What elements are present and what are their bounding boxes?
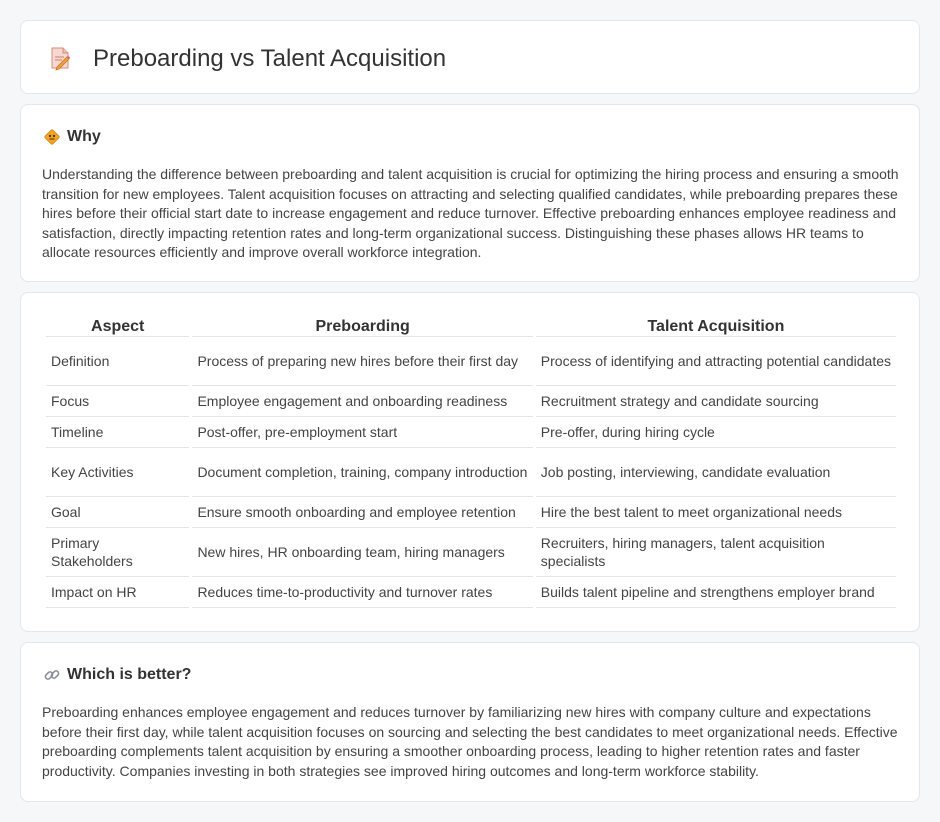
better-heading-row (43, 665, 191, 685)
which-is-better-section (20, 642, 920, 802)
title-card (20, 20, 920, 94)
why-heading: Why (67, 128, 101, 145)
table-header-row (46, 315, 896, 337)
talent-acquisition-cell: Builds talent pipeline and strengthens employer brand (536, 577, 896, 608)
aspect-cell: Definition (46, 337, 189, 386)
preboarding-cell: Document completion, training, company introduction (192, 448, 532, 497)
better-text: Preboarding enhances employee engagement and reduces turnover by familiarizing new hires with company culture and expectations before their first day, while talent acquisition focuses on sourcing and selecting the best candidates to meet organizational needs. Effective preboarding complements talent acquisition by ensuring a smoother onboarding process, leading to higher retention rates and faster productivity. Companies investing in both strategies see improved hiring outcomes and long-term workforce stability. (42, 704, 898, 779)
document-pencil-icon (47, 45, 73, 71)
comparison-card (20, 292, 920, 632)
table-row (46, 497, 896, 528)
preboarding-cell: New hires, HR onboarding team, hiring managers (192, 528, 532, 577)
preboarding-cell: Reduces time-to-productivity and turnover rates (192, 577, 532, 608)
preboarding-cell: Process of preparing new hires before their first day (192, 337, 532, 386)
column-header-preboarding: Preboarding (192, 315, 532, 337)
talent-acquisition-cell: Recruiters, hiring managers, talent acquisition specialists (536, 528, 896, 577)
aspect-cell: Timeline (46, 417, 189, 448)
why-heading-row (43, 127, 101, 147)
better-heading: Which is better? (67, 666, 192, 683)
comparison-table (43, 315, 899, 608)
column-header-talent-acquisition: Talent Acquisition (536, 315, 896, 337)
link-icon (43, 666, 61, 684)
aspect-cell: Goal (46, 497, 189, 528)
why-section (20, 104, 920, 282)
column-header-aspect: Aspect (46, 315, 189, 337)
table-row (46, 417, 896, 448)
talent-acquisition-cell: Process of identifying and attracting potential candidates (536, 337, 896, 386)
table-row (46, 528, 896, 577)
aspect-cell: Focus (46, 386, 189, 417)
table-row (46, 577, 896, 608)
aspect-cell: Key Activities (46, 448, 189, 497)
page-title: Preboarding vs Talent Acquisition (93, 45, 447, 72)
table-row (46, 386, 896, 417)
preboarding-cell: Ensure smooth onboarding and employee retention (192, 497, 532, 528)
preboarding-cell: Employee engagement and onboarding readiness (192, 386, 532, 417)
aspect-cell: Impact on HR (46, 577, 189, 608)
talent-acquisition-cell: Hire the best talent to meet organizational needs (536, 497, 896, 528)
diamond-sign-icon (43, 128, 61, 146)
aspect-cell: Primary Stakeholders (46, 528, 189, 577)
preboarding-cell: Post-offer, pre-employment start (192, 417, 532, 448)
talent-acquisition-cell: Recruitment strategy and candidate sourcing (536, 386, 896, 417)
table-row (46, 448, 896, 497)
why-text: Understanding the difference between preboarding and talent acquisition is crucial for optimizing the hiring process and ensuring a smooth transition for new employees. Talent acquisition focuses on attracting and selecting qualified candidates, while preboarding prepares these hires before their official start date to increase engagement and reduce turnover. Effective preboarding enhances employee readiness and satisfaction, directly impacting retention rates and long-term organizational success. Distinguishing these phases allows HR teams to allocate resources efficiently and improve overall workforce integration. (42, 166, 899, 260)
table-row (46, 337, 896, 386)
talent-acquisition-cell: Pre-offer, during hiring cycle (536, 417, 896, 448)
talent-acquisition-cell: Job posting, interviewing, candidate evaluation (536, 448, 896, 497)
